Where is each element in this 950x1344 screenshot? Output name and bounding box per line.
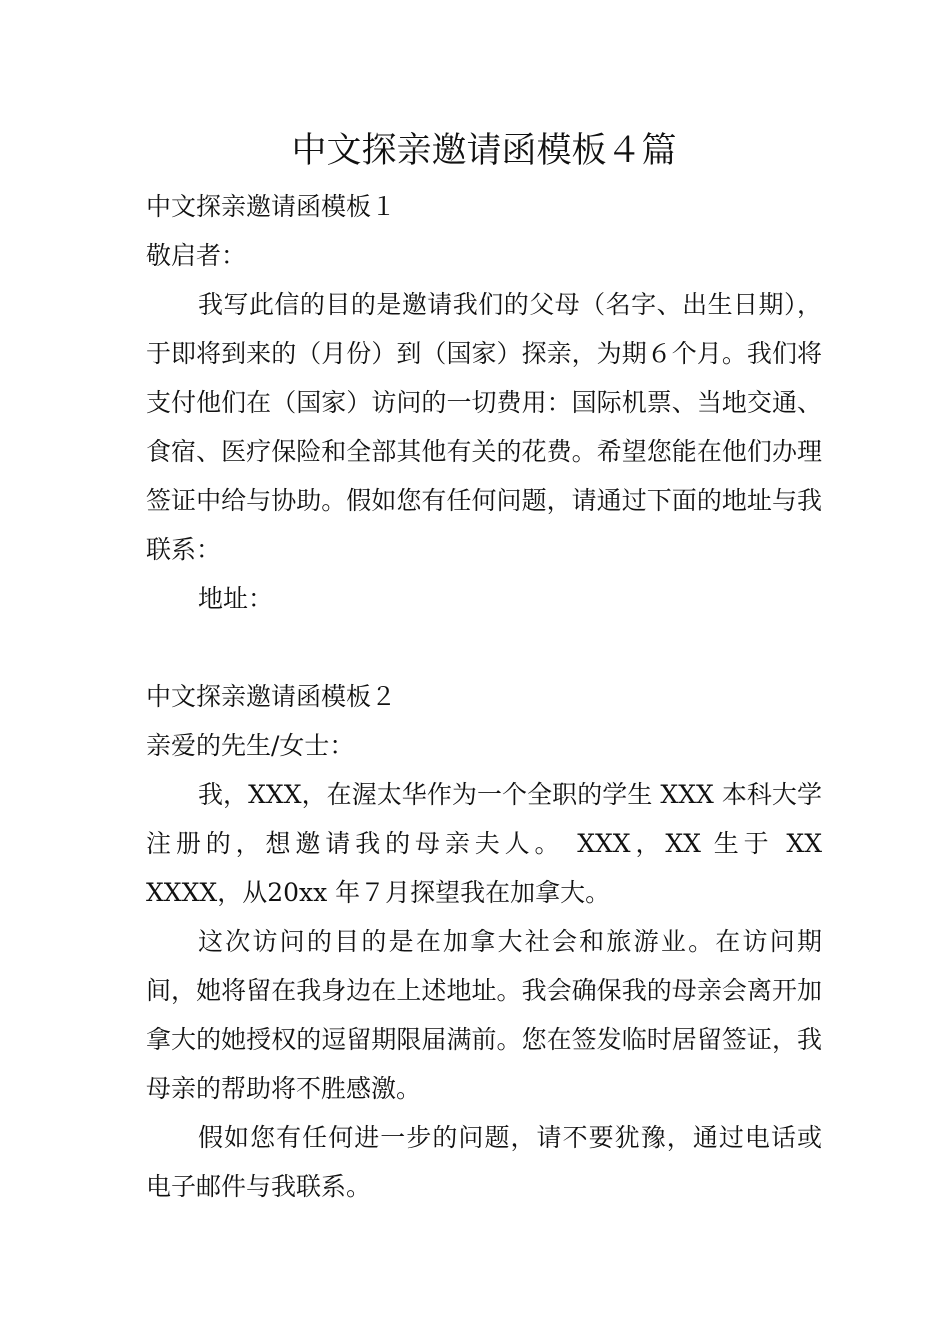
template2-paragraph-2: 这次访问的目的是在加拿大社会和旅游业。在访问期间，她将留在我身边在上述地址。我会确保我的母亲会离开加拿大的她授权的逗留期限届满前。您在签发临时居留签证，我母亲的帮助将不胜感激。 [146, 927, 822, 1103]
template1-salutation: 敬启者： [146, 241, 247, 270]
section-spacer [146, 623, 822, 672]
template2-heading: 中文探亲邀请函模板２ [146, 682, 397, 711]
document-title: 中文探亲邀请函模板４篇 [291, 131, 677, 171]
template2-paragraph-1: 我，XXX，在渥太华作为一个全职的学生 XXX 本科大学注册的，想邀请我的母亲夫人。 XXX，XX 生于 XX XXXX，从20xx 年７月探望我在加拿大。 [146, 780, 822, 907]
template1-body: 我写此信的目的是邀请我们的父母（名字、出生日期），于即将到来的（月份）到（国家）探亲，为期６个月。我们将支付他们在（国家）访问的一切费用：国际机票、当地交通、食宿、医疗保险和全部其他有关的花费。希望您能在他们办理签证中给与协助。假如您有任何问题，请通过下面的地址与我联系： [146, 290, 822, 564]
template2-paragraph-3: 假如您有任何进一步的问题，请不要犹豫，通过电话或电子邮件与我联系。 [146, 1123, 822, 1201]
template1-address-label: 地址： [198, 584, 274, 613]
template1-heading: 中文探亲邀请函模板１ [146, 192, 397, 221]
template2-salutation: 亲爱的先生/女士： [146, 731, 355, 760]
